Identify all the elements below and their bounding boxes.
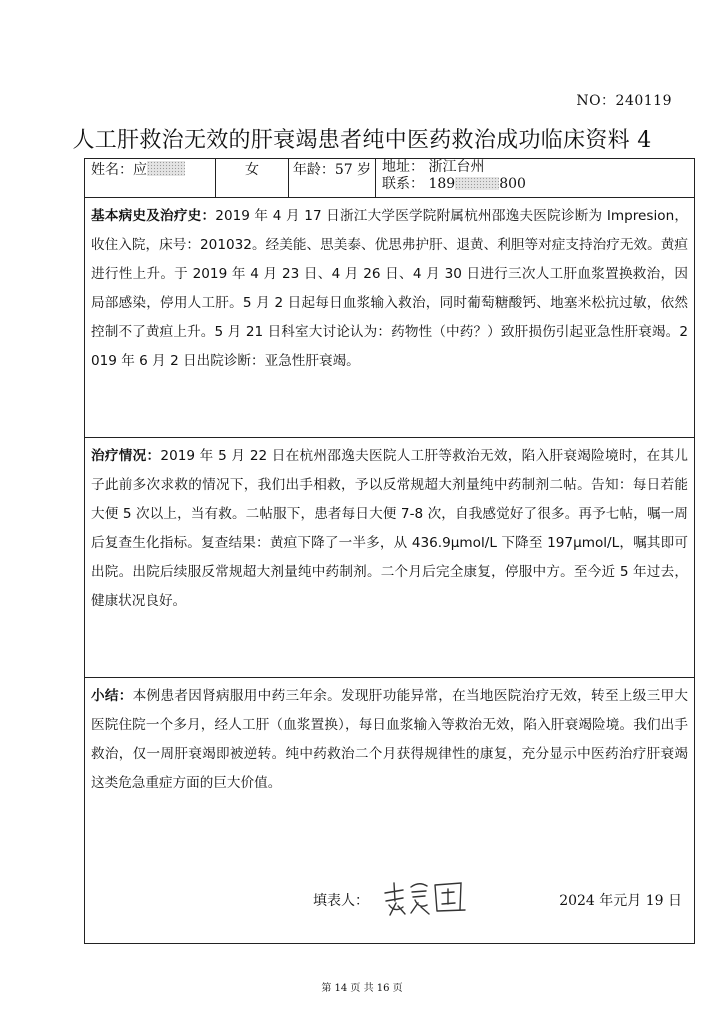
phone-label: 联系： (382, 176, 424, 192)
sex-cell: 女 (216, 159, 289, 198)
phone-suffix: 800 (499, 176, 526, 192)
summary-heading: 小结： (91, 688, 133, 704)
signature-row (85, 841, 695, 944)
fill-date: 2024 年元月 19 日 (559, 893, 682, 909)
summary-row (85, 678, 695, 842)
phone-prefix: 189 (428, 176, 456, 192)
redacted-mask (455, 177, 499, 190)
signature-section (85, 841, 695, 944)
redacted-mask (147, 161, 185, 176)
document-number: NO：240119 (576, 93, 672, 109)
history-row (85, 198, 695, 438)
summary-text: 本例患者因肾病服用中药三年余。发现肝功能异常，在当地医院治疗无效，转至上级三甲大医院住院一个多月，经人工肝（血浆置换），每日血浆输入等救治无效，陷入肝衰竭险境。我们出手救治，仅一周肝衰竭即被逆转。纯中药救治二个月获得规律性的康复，充分显示中医药治疗肝衰竭这类危急重症方面的巨大价值。 (91, 688, 688, 791)
phone-line (382, 176, 694, 193)
document-title: 人工肝救治无效的肝衰竭患者纯中医药救治成功临床资料 4 (72, 128, 652, 153)
contact-cell (376, 159, 695, 198)
history-heading: 基本病史及治疗史： (91, 208, 216, 224)
name-cell (85, 159, 216, 198)
history-text: 2019 年 4 月 17 日浙江大学医学院附属杭州邵逸夫医院诊断为 Impresion，收住入院，床号：201032。经美能、思美泰、优思弗护肝、退黄、利胆等对症支持治疗无效。黄疸进行性上升。于 2019 年 4 月 23 日、4 月 26 日、4 月 30 日进行三次人工肝血浆置换救治，因局部感染，停用人工肝。5 月 2 日起每日血浆输入救治，同时葡萄糖酸钙、地塞米松抗过敏，依然控制不了黄疸上升。5 月 21 日科室大讨论认为：药物性（中药？）致肝损伤引起亚急性肝衰竭。2019 年 6 月 2 日出院诊断：亚急性肝衰竭。 (91, 208, 689, 369)
name-value: 应 (133, 162, 147, 178)
age-cell: 年龄：57 岁 (289, 159, 376, 198)
summary-section (85, 678, 695, 842)
record-table (84, 158, 695, 944)
history-section (85, 198, 695, 438)
patient-info-row (85, 159, 695, 198)
treatment-text: 2019 年 5 月 22 日在杭州邵逸夫医院人工肝等救治无效，陷入肝衰竭险境时，在其儿子此前多次求救的情况下，我们出手相救，予以反常规超大剂量纯中药制剂二帖。告知：每日若能大便 5 次以上，当有救。二帖服下，患者每日大便 7-8 次，自我感觉好了很多。再予七帖，嘱一周后复查生化指标。复查结果：黄疸下降了一半多，从 436.9μmol/L 下降至 197μmol/L，嘱其即可出院。出院后续服反常规超大剂量纯中药制剂。二个月后完全康复，停服中方。至今近 5 年过去，健康状况良好。 (91, 448, 688, 609)
treatment-section (85, 438, 695, 678)
address-line: 地址： 浙江台州 (382, 159, 485, 175)
page-number: 第 14 页 共 16 页 (321, 983, 403, 994)
treatment-row (85, 438, 695, 678)
name-label: 姓名： (91, 162, 133, 178)
filler-label: 填表人： (313, 893, 369, 909)
treatment-heading: 治疗情况： (91, 448, 161, 464)
handwritten-signature (381, 877, 473, 917)
